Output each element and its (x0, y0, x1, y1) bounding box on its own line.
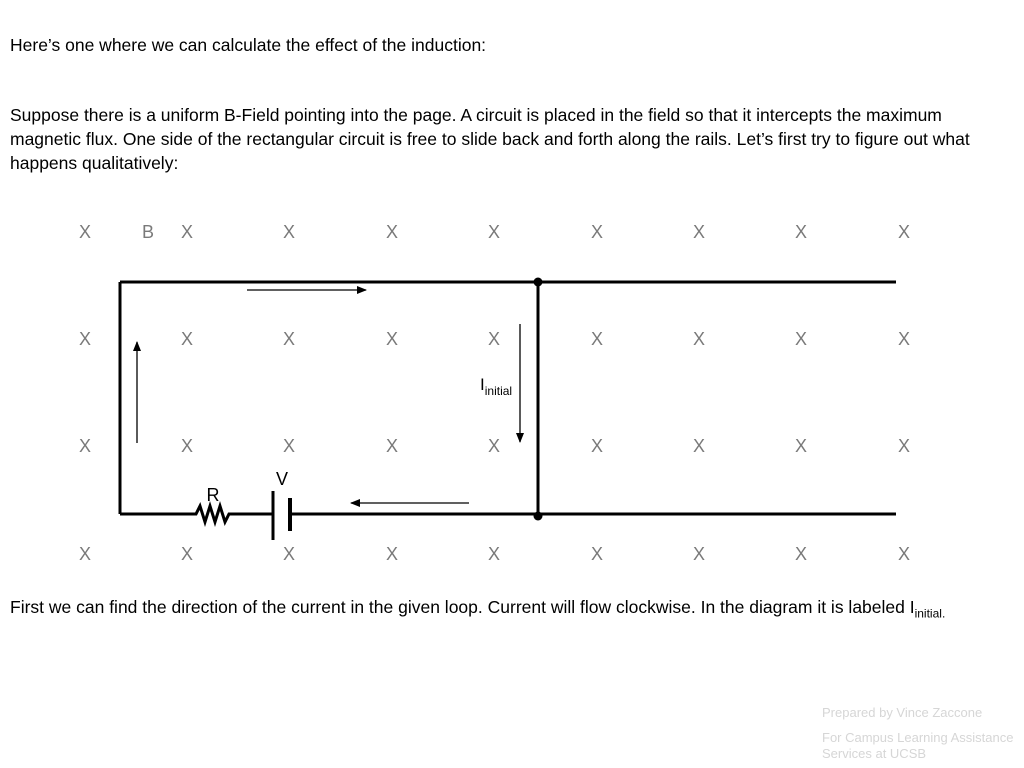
field-into-page-mark-r4-c7: X (692, 544, 706, 564)
field-into-page-mark-r1-c2: X (180, 222, 194, 242)
intro-text: Here’s one where we can calculate the effect of the induction: (10, 35, 487, 55)
top-contact-dot (534, 278, 543, 287)
field-into-page-mark-r3-c5: X (487, 436, 501, 456)
field-into-page-mark-r1-c7: X (692, 222, 706, 242)
field-into-page-mark-r1-c4: X (385, 222, 399, 242)
field-into-page-mark-r3-c4: X (385, 436, 399, 456)
field-into-page-mark-r1-c5: X (487, 222, 501, 242)
field-label: B (141, 222, 155, 242)
field-into-page-mark-r2-c4: X (385, 329, 399, 349)
field-into-page-mark-r2-c2: X (180, 329, 194, 349)
setup-paragraph: Suppose there is a uniform B-Field pointing into the page. A circuit is placed in the field so that it intercepts the maximum magnetic flux. One side of the rectangular circuit is free to slide back and forth along the rails. Let’s first try to figure out what happens qualitatively: (10, 105, 970, 173)
field-into-page-mark-r2-c3: X (282, 329, 296, 349)
field-into-page-mark-r3-c6: X (590, 436, 604, 456)
field-into-page-mark-r2-c1: X (78, 329, 92, 349)
field-into-page-mark-r3-c8: X (794, 436, 808, 456)
battery-label: V (275, 469, 289, 489)
field-into-page-mark-r1-c8: X (794, 222, 808, 242)
field-into-page-mark-r3-c1: X (78, 436, 92, 456)
field-into-page-mark-r3-c3: X (282, 436, 296, 456)
field-into-page-mark-r4-c8: X (794, 544, 808, 564)
bottom-contact-dot (534, 512, 543, 521)
footer-credit: Prepared by Vince Zaccone (822, 705, 983, 720)
field-into-page-mark-r4-c1: X (78, 544, 92, 564)
field-into-page-mark-r1-c6: X (590, 222, 604, 242)
field-into-page-mark-r3-c7: X (692, 436, 706, 456)
field-into-page-mark-r1-c3: X (282, 222, 296, 242)
field-into-page-mark-r4-c2: X (180, 544, 194, 564)
field-into-page-mark-r4-c5: X (487, 544, 501, 564)
resistor (190, 506, 240, 522)
field-into-page-mark-r3-c2: X (180, 436, 194, 456)
field-into-page-mark-r3-c9: X (897, 436, 911, 456)
resistor-label: R (206, 485, 220, 505)
field-into-page-mark-r1-c9: X (897, 222, 911, 242)
field-into-page-mark-r2-c9: X (897, 329, 911, 349)
current-subscript: initial. (914, 606, 946, 621)
field-into-page-mark-r4-c4: X (385, 544, 399, 564)
field-into-page-mark-r4-c9: X (897, 544, 911, 564)
field-into-page-mark-r2-c8: X (794, 329, 808, 349)
field-into-page-mark-r1-c1: X (78, 222, 92, 242)
conclusion-text: First we can find the direction of the current in the given loop. Current will flow clockwise. In the diagram it is labeled I (10, 597, 915, 617)
current-label: $I_{initial}$ (480, 375, 513, 398)
field-into-page-mark-r2-c7: X (692, 329, 706, 349)
field-into-page-mark-r2-c6: X (590, 329, 604, 349)
field-into-page-mark-r4-c6: X (590, 544, 604, 564)
footer-affiliation: For Campus Learning Assistance Services at UCSB (822, 730, 1014, 761)
field-into-page-mark-r2-c5: X (487, 329, 501, 349)
conclusion-paragraph (10, 595, 1010, 626)
field-into-page-mark-r4-c3: X (282, 544, 296, 564)
